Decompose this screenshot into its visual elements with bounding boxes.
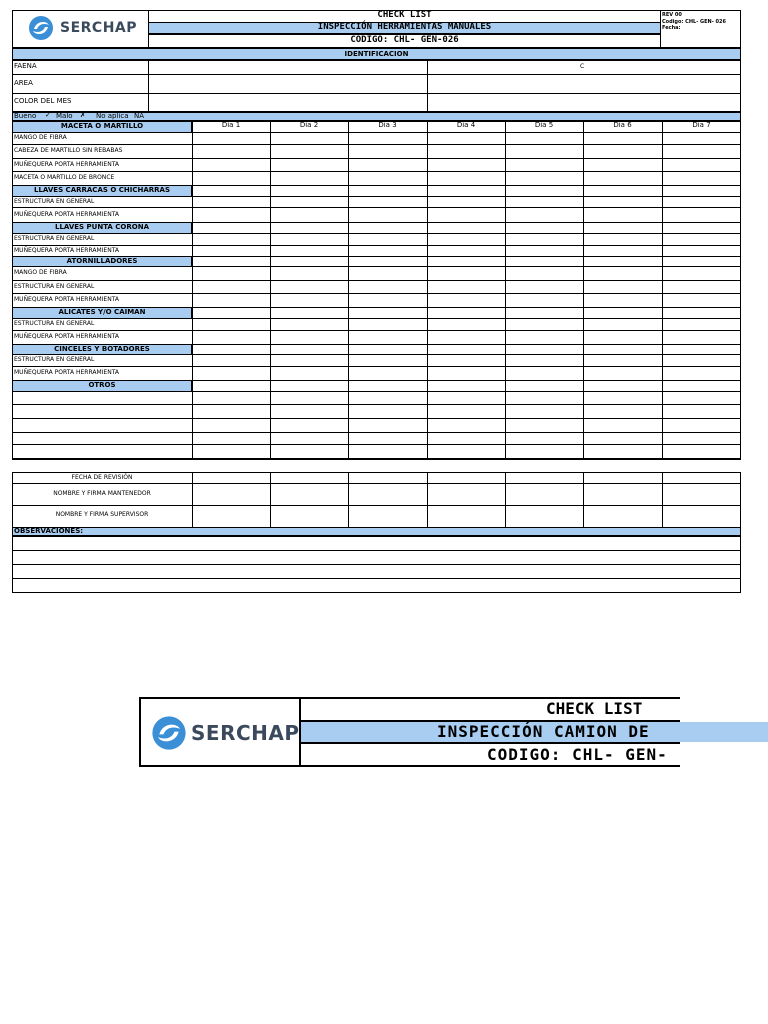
day-cell[interactable]	[506, 133, 583, 144]
day-cell[interactable]	[663, 319, 741, 330]
day-cell[interactable]	[506, 367, 583, 380]
day-cell[interactable]	[271, 246, 348, 256]
day-cell[interactable]	[506, 445, 583, 459]
day-cell[interactable]	[349, 381, 427, 391]
section-title: ALICATES Y/O CAIMAN	[58, 308, 146, 316]
day-cell[interactable]	[663, 223, 741, 233]
day-cell[interactable]	[584, 381, 662, 391]
zoomed-header	[139, 697, 768, 767]
day-cell[interactable]	[584, 145, 662, 158]
identificacion-title: IDENTIFICACION	[344, 50, 409, 58]
day-cell[interactable]	[506, 308, 583, 318]
faena-input[interactable]	[149, 61, 427, 74]
area-label: AREA	[14, 79, 33, 87]
day-cell[interactable]	[663, 281, 741, 293]
day-cell[interactable]	[349, 367, 427, 380]
day-cell[interactable]	[193, 392, 270, 404]
zoom-logo-text: SERCHAP	[191, 721, 300, 745]
day-cell[interactable]	[349, 445, 427, 459]
day-cell[interactable]	[506, 294, 583, 307]
day-cell[interactable]	[428, 345, 505, 354]
signature-cell[interactable]	[349, 506, 427, 527]
day-cell[interactable]	[349, 308, 427, 318]
day-cell[interactable]	[193, 246, 270, 256]
day-cell[interactable]	[428, 445, 505, 459]
day-cell[interactable]	[193, 367, 270, 380]
color-mes-label: COLOR DEL MES	[14, 97, 72, 105]
day-cell[interactable]	[663, 419, 741, 432]
day-cell[interactable]	[349, 208, 427, 222]
fecha-revision-label: FECHA DE REVISIÓN	[71, 474, 133, 481]
signature-cell[interactable]	[663, 506, 741, 527]
day-cell[interactable]	[663, 294, 741, 307]
day-header-1: Dia 1	[221, 121, 241, 129]
logo-text: SERCHAP	[60, 20, 138, 36]
day-cell[interactable]	[663, 392, 741, 404]
day-cell[interactable]	[428, 267, 505, 280]
observaciones-line[interactable]	[13, 551, 740, 564]
day-cell[interactable]	[349, 159, 427, 171]
day-header-7: Dia 7	[692, 121, 711, 129]
day-cell[interactable]	[349, 234, 427, 245]
signature-cell[interactable]	[271, 473, 348, 483]
day-cell[interactable]	[193, 172, 270, 185]
day-cell[interactable]	[584, 234, 662, 245]
day-cell[interactable]	[271, 223, 348, 233]
day-cell[interactable]	[193, 433, 270, 444]
legend-noaplica: No aplica	[96, 112, 129, 120]
day-cell[interactable]	[584, 133, 662, 144]
day-cell[interactable]	[506, 405, 583, 418]
zoom-title-checklist: CHECK LIST	[546, 699, 643, 718]
day-cell[interactable]	[271, 392, 348, 404]
day-cell[interactable]	[193, 145, 270, 158]
day-cell[interactable]	[506, 381, 583, 391]
day-cell[interactable]	[271, 257, 348, 266]
signature-cell[interactable]	[584, 506, 662, 527]
section-title: ATORNILLADORES	[66, 257, 138, 265]
day-cell[interactable]	[428, 381, 505, 391]
day-cell[interactable]	[506, 419, 583, 432]
day-cell[interactable]	[349, 197, 427, 207]
day-cell[interactable]	[193, 345, 270, 354]
day-cell[interactable]	[663, 234, 741, 245]
zoom-logo-swirl-icon	[151, 715, 187, 751]
day-cell[interactable]	[193, 159, 270, 171]
signature-cell[interactable]	[428, 473, 505, 483]
day-cell[interactable]	[271, 186, 348, 196]
section-title: OTROS	[88, 381, 116, 389]
day-cell[interactable]	[428, 122, 505, 132]
day-cell[interactable]	[506, 331, 583, 344]
day-cell[interactable]	[506, 345, 583, 354]
day-cell[interactable]	[663, 159, 741, 171]
day-cell[interactable]	[428, 433, 505, 444]
day-cell[interactable]	[428, 246, 505, 256]
legend-malo: Malo	[56, 112, 73, 120]
day-cell[interactable]	[506, 257, 583, 266]
day-cell[interactable]	[271, 145, 348, 158]
day-cell[interactable]	[428, 294, 505, 307]
day-cell[interactable]	[584, 367, 662, 380]
day-cell[interactable]	[428, 308, 505, 318]
day-cell[interactable]	[271, 445, 348, 459]
day-cell[interactable]	[584, 392, 662, 404]
day-cell[interactable]	[428, 133, 505, 144]
day-cell[interactable]	[584, 405, 662, 418]
day-cell[interactable]	[193, 355, 270, 366]
day-cell[interactable]	[663, 355, 741, 366]
section-title: LLAVES PUNTA CORONA	[54, 223, 149, 231]
day-cell[interactable]	[584, 294, 662, 307]
day-cell[interactable]	[584, 246, 662, 256]
day-cell[interactable]	[193, 331, 270, 344]
signature-cell[interactable]	[428, 506, 505, 527]
day-cell[interactable]	[193, 294, 270, 307]
day-cell[interactable]	[349, 267, 427, 280]
signature-cell[interactable]	[428, 484, 505, 505]
day-cell[interactable]	[349, 172, 427, 185]
day-cell[interactable]	[271, 294, 348, 307]
day-cell[interactable]	[271, 267, 348, 280]
day-cell[interactable]	[428, 208, 505, 222]
day-cell[interactable]	[506, 433, 583, 444]
item-label: MACETA O MARTILLO DE BRONCE	[14, 174, 115, 181]
item-label: ESTRUCTURA EN GENERAL	[14, 283, 95, 290]
day-cell[interactable]	[193, 223, 270, 233]
rev-label: REV 00	[662, 12, 682, 18]
day-cell[interactable]	[193, 308, 270, 318]
day-header-2: Dia 2	[299, 121, 319, 129]
day-cell[interactable]	[349, 246, 427, 256]
signature-cell[interactable]	[193, 506, 270, 527]
day-cell[interactable]	[349, 419, 427, 432]
day-cell[interactable]	[584, 308, 662, 318]
day-cell[interactable]	[506, 319, 583, 330]
zoom-title-inspection: INSPECCIÓN CAMION DE	[437, 722, 650, 741]
signature-cell[interactable]	[663, 473, 741, 483]
day-cell[interactable]	[584, 433, 662, 444]
item-label: MUÑEQUERA PORTA HERRAMIENTA	[14, 211, 120, 218]
day-cell[interactable]	[663, 445, 741, 459]
day-cell[interactable]	[349, 281, 427, 293]
item-label: ESTRUCTURA EN GENERAL	[14, 198, 95, 205]
day-cell[interactable]	[584, 345, 662, 354]
day-cell[interactable]	[193, 319, 270, 330]
signature-cell[interactable]	[193, 473, 270, 483]
day-cell[interactable]	[271, 367, 348, 380]
logo-swirl-icon	[28, 15, 54, 41]
day-cell[interactable]	[271, 419, 348, 432]
day-cell[interactable]	[349, 145, 427, 158]
day-cell[interactable]	[584, 445, 662, 459]
day-cell[interactable]	[506, 122, 583, 132]
day-cell[interactable]	[271, 433, 348, 444]
day-cell[interactable]	[584, 197, 662, 207]
day-cell[interactable]	[428, 355, 505, 366]
day-cell[interactable]	[428, 367, 505, 380]
day-cell[interactable]	[193, 257, 270, 266]
day-cell[interactable]	[663, 246, 741, 256]
day-cell[interactable]	[271, 234, 348, 245]
day-cell[interactable]	[349, 257, 427, 266]
signature-cell[interactable]	[349, 484, 427, 505]
day-cell[interactable]	[663, 331, 741, 344]
section-title: CINCELES Y BOTADORES	[54, 345, 150, 353]
day-cell[interactable]	[193, 381, 270, 391]
day-cell[interactable]	[663, 308, 741, 318]
day-cell[interactable]	[584, 159, 662, 171]
day-cell[interactable]	[584, 122, 662, 132]
day-header-4: Dia 4	[456, 121, 476, 129]
observaciones-line[interactable]	[13, 579, 740, 592]
day-cell[interactable]	[271, 381, 348, 391]
signature-cell[interactable]	[271, 506, 348, 527]
day-cell[interactable]	[663, 145, 741, 158]
day-cell[interactable]	[193, 186, 270, 196]
day-cell[interactable]	[506, 246, 583, 256]
item-label: ESTRUCTURA EN GENERAL	[14, 320, 95, 327]
item-label: MUÑEQUERA PORTA HERRAMIENTA	[14, 296, 120, 303]
day-cell[interactable]	[271, 133, 348, 144]
item-label: MANGO DE FIBRA	[14, 134, 67, 141]
day-cell[interactable]	[428, 419, 505, 432]
day-cell[interactable]	[428, 197, 505, 207]
signature-cell[interactable]	[193, 484, 270, 505]
day-cell[interactable]	[584, 419, 662, 432]
header-title-inspection: INSPECCIÓN HERRAMIENTAS MANUALES	[317, 22, 492, 32]
day-cell[interactable]	[349, 122, 427, 132]
observaciones-band	[12, 527, 741, 536]
day-cell[interactable]	[506, 392, 583, 404]
day-cell[interactable]	[428, 186, 505, 196]
day-cell[interactable]	[663, 122, 741, 132]
logo	[28, 14, 138, 42]
observaciones-label: OBSERVACIONES:	[14, 527, 84, 535]
day-cell[interactable]	[506, 223, 583, 233]
day-header-6: Dia 6	[613, 121, 632, 129]
day-cell[interactable]	[663, 133, 741, 144]
day-cell[interactable]	[584, 257, 662, 266]
day-cell[interactable]	[584, 208, 662, 222]
day-cell[interactable]	[663, 172, 741, 185]
day-cell[interactable]	[584, 267, 662, 280]
day-cell[interactable]	[506, 281, 583, 293]
day-cell[interactable]	[428, 331, 505, 344]
signature-cell[interactable]	[584, 484, 662, 505]
codigo-label: Codigo: CHL- GEN- 026	[662, 19, 726, 25]
day-cell[interactable]	[506, 208, 583, 222]
day-cell[interactable]	[663, 208, 741, 222]
day-cell[interactable]	[193, 122, 270, 132]
day-cell[interactable]	[428, 223, 505, 233]
supervisor-label: NOMBRE Y FIRMA SUPERVISOR	[55, 511, 149, 518]
day-header-3: Dia 3	[378, 121, 397, 129]
day-cell[interactable]	[271, 197, 348, 207]
day-cell[interactable]	[193, 281, 270, 293]
day-cell[interactable]	[193, 445, 270, 459]
day-cell[interactable]	[271, 319, 348, 330]
color-mes-input[interactable]	[149, 94, 427, 112]
signature-cell[interactable]	[584, 473, 662, 483]
day-cell[interactable]	[506, 267, 583, 280]
day-cell[interactable]	[506, 197, 583, 207]
cross-icon: ✗	[80, 111, 86, 119]
header-title-checklist: CHECK LIST	[377, 10, 432, 20]
day-cell[interactable]	[349, 223, 427, 233]
legend-bueno: Bueno	[14, 112, 37, 120]
day-cell[interactable]	[584, 281, 662, 293]
signature-cell[interactable]	[506, 484, 583, 505]
day-cell[interactable]	[428, 159, 505, 171]
area-input[interactable]	[149, 75, 427, 93]
day-cell[interactable]	[584, 319, 662, 330]
day-cell[interactable]	[663, 257, 741, 266]
item-label: MUÑEQUERA PORTA HERRAMIENTA	[14, 369, 120, 376]
zoom-title-code: CODIGO: CHL- GEN-	[487, 745, 668, 764]
item-label: MUÑEQUERA PORTA HERRAMIENTA	[14, 247, 120, 254]
day-cell[interactable]	[663, 345, 741, 354]
day-cell[interactable]	[271, 345, 348, 354]
signature-cell[interactable]	[663, 484, 741, 505]
day-cell[interactable]	[584, 172, 662, 185]
day-cell[interactable]	[663, 367, 741, 380]
day-cell[interactable]	[349, 392, 427, 404]
day-cell[interactable]	[349, 319, 427, 330]
day-cell[interactable]	[271, 355, 348, 366]
day-cell[interactable]	[193, 208, 270, 222]
day-cell[interactable]	[428, 319, 505, 330]
day-header-5: Dia 5	[534, 121, 554, 129]
section-title: LLAVES CARRACAS O CHICHARRAS	[34, 186, 170, 194]
item-label: MUÑEQUERA PORTA HERRAMIENTA	[14, 333, 120, 340]
observaciones-line[interactable]	[13, 537, 740, 550]
day-cell[interactable]	[663, 381, 741, 391]
day-cell[interactable]	[663, 433, 741, 444]
day-cell[interactable]	[349, 294, 427, 307]
day-cell[interactable]	[193, 197, 270, 207]
day-cell[interactable]	[584, 355, 662, 366]
c-label: C	[580, 63, 585, 70]
day-cell[interactable]	[428, 257, 505, 266]
day-cell[interactable]	[663, 186, 741, 196]
day-cell[interactable]	[349, 345, 427, 354]
item-label: MANGO DE FIBRA	[14, 269, 67, 276]
day-cell[interactable]	[584, 186, 662, 196]
item-label: ESTRUCTURA EN GENERAL	[14, 356, 95, 363]
day-cell[interactable]	[663, 197, 741, 207]
day-cell[interactable]	[663, 405, 741, 418]
day-cell[interactable]	[506, 159, 583, 171]
signature-cell[interactable]	[506, 506, 583, 527]
day-cell[interactable]	[349, 133, 427, 144]
day-cell[interactable]	[349, 355, 427, 366]
day-cell[interactable]	[271, 405, 348, 418]
day-cell[interactable]	[271, 172, 348, 185]
day-cell[interactable]	[506, 234, 583, 245]
day-cell[interactable]	[584, 223, 662, 233]
day-cell[interactable]	[193, 405, 270, 418]
day-cell[interactable]	[428, 172, 505, 185]
observaciones-line[interactable]	[13, 565, 740, 578]
fecha-label: Fecha:	[662, 25, 681, 31]
signature-cell[interactable]	[349, 473, 427, 483]
item-label: ESTRUCTURA EN GENERAL	[14, 235, 95, 242]
day-cell[interactable]	[271, 208, 348, 222]
day-cell[interactable]	[193, 419, 270, 432]
day-cell[interactable]	[271, 159, 348, 171]
day-cell[interactable]	[193, 133, 270, 144]
day-cell[interactable]	[428, 234, 505, 245]
day-cell[interactable]	[506, 355, 583, 366]
day-cell[interactable]	[193, 267, 270, 280]
section-title: MACETA O MARTILLO	[60, 122, 144, 130]
day-cell[interactable]	[428, 145, 505, 158]
day-cell[interactable]	[271, 281, 348, 293]
item-label: MUÑEQUERA PORTA HERRAMIENTA	[14, 161, 120, 168]
signature-cell[interactable]	[506, 473, 583, 483]
item-label: CABEZA DE MARTILLO SIN REBABAS	[14, 147, 123, 154]
day-cell[interactable]	[428, 405, 505, 418]
day-cell[interactable]	[349, 405, 427, 418]
day-cell[interactable]	[428, 281, 505, 293]
day-cell[interactable]	[271, 122, 348, 132]
day-cell[interactable]	[349, 186, 427, 196]
day-cell[interactable]	[349, 433, 427, 444]
day-cell[interactable]	[506, 186, 583, 196]
legend-na: NA	[134, 112, 145, 120]
day-cell[interactable]	[428, 392, 505, 404]
day-cell[interactable]	[271, 331, 348, 344]
mantenedor-label: NOMBRE Y FIRMA MANTENEDOR	[53, 490, 151, 497]
day-cell[interactable]	[271, 308, 348, 318]
day-cell[interactable]	[584, 331, 662, 344]
faena-label: FAENA	[14, 62, 37, 70]
day-cell[interactable]	[193, 234, 270, 245]
signature-cell[interactable]	[271, 484, 348, 505]
day-cell[interactable]	[663, 267, 741, 280]
day-cell[interactable]	[349, 331, 427, 344]
check-icon: ✓	[45, 111, 51, 119]
day-cell[interactable]	[506, 172, 583, 185]
header-title-code: CODIGO: CHL- GEN-026	[350, 35, 459, 45]
day-cell[interactable]	[506, 145, 583, 158]
